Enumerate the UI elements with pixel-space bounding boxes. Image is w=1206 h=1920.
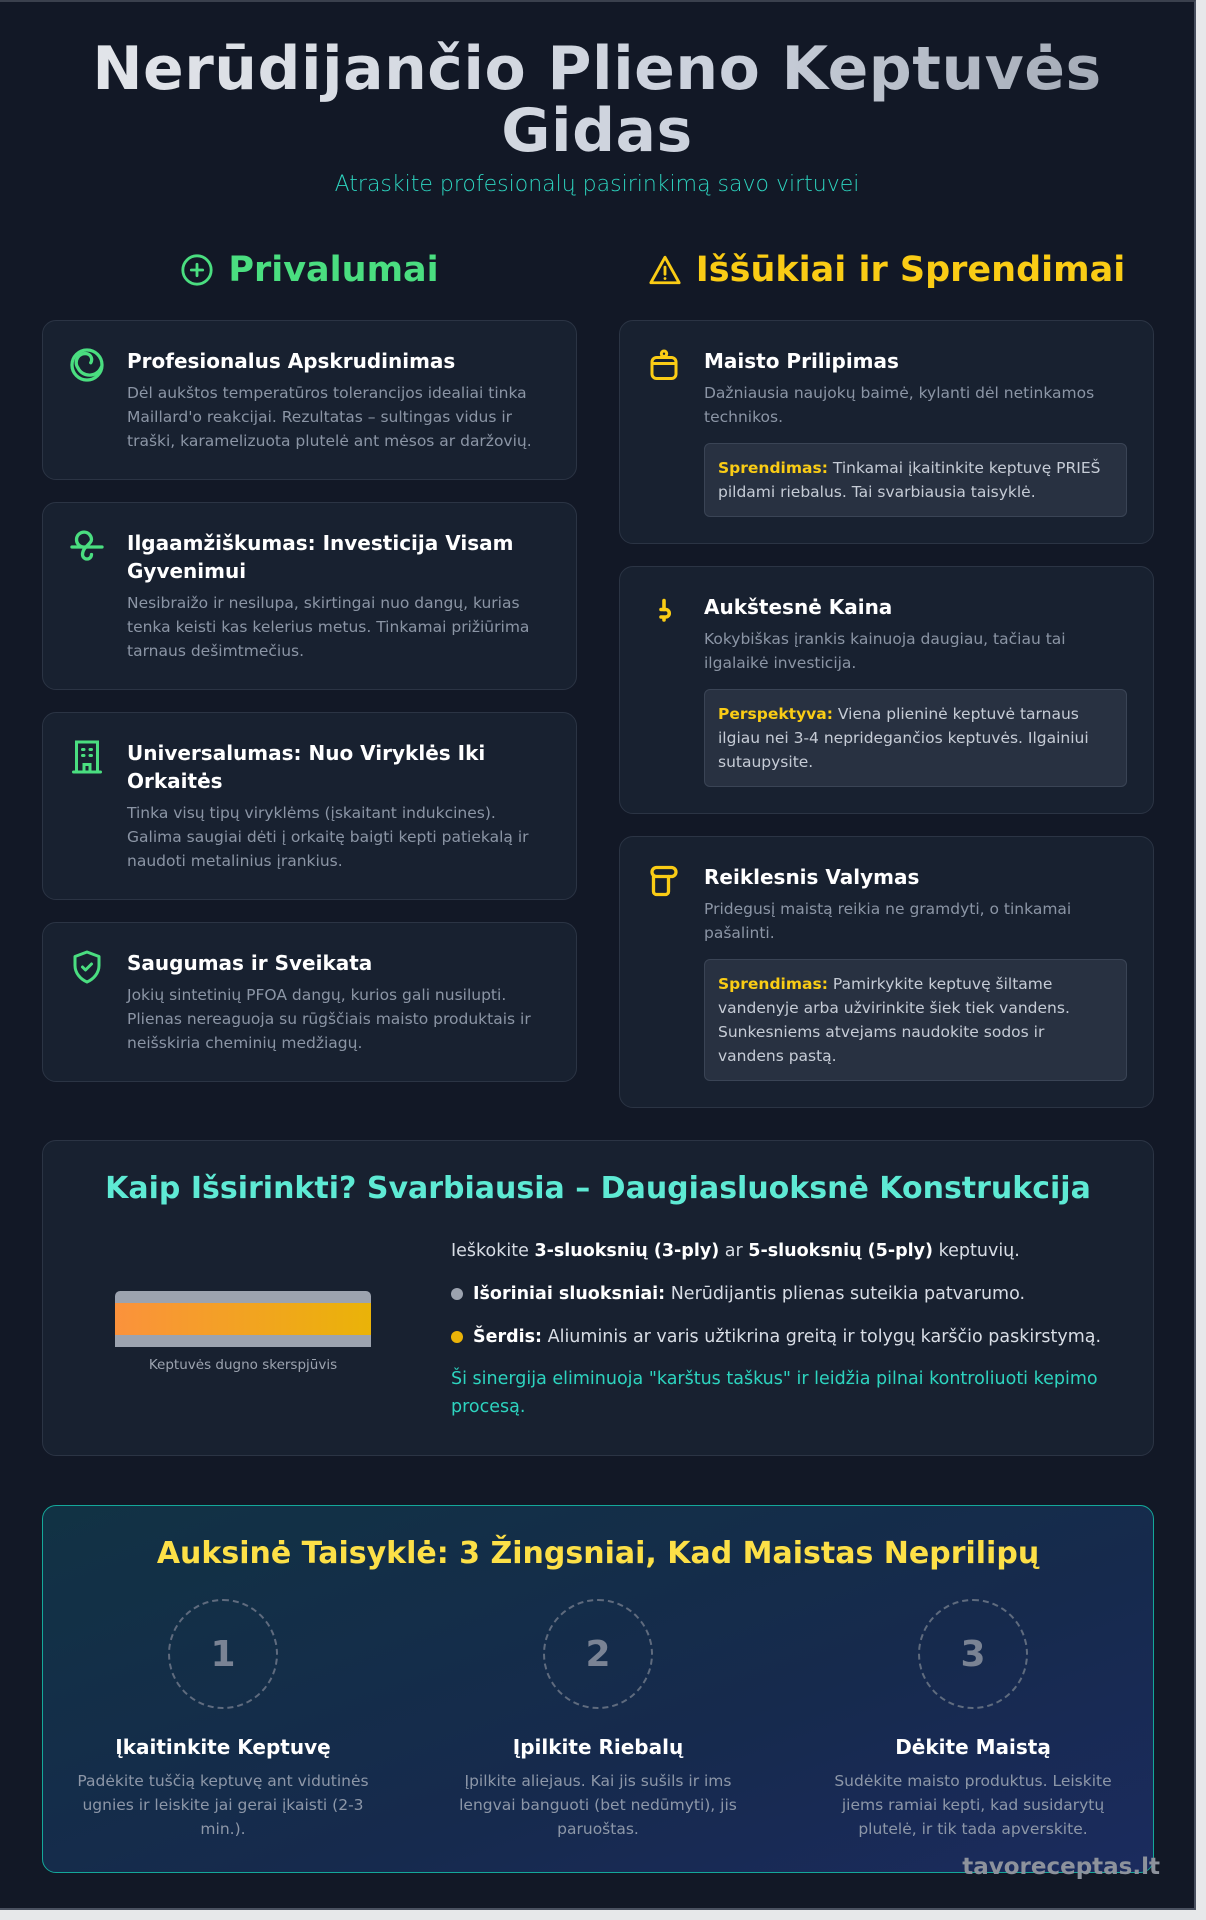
step-item xyxy=(65,1599,381,1841)
card-title: Universalumas: Nuo Viryklės Iki Orkaitės xyxy=(127,741,486,793)
bullet-outer-layers: Išoriniai sluoksniai: Nerūdijantis plienas suteikia patvarumo. xyxy=(451,1280,1131,1308)
step-title: Įkaitinkite Keptuvę xyxy=(115,1735,331,1759)
diagram-caption: Keptuvės dugno skerspjūvis xyxy=(148,1357,338,1373)
step-number: 2 xyxy=(543,1599,653,1709)
step-text: Padėkite tuščią keptuvę ant vidutinės ugnies ir leiskite jai gerai įkaisti (2-3 min.). xyxy=(77,1772,369,1838)
pro-card xyxy=(42,922,577,1082)
howto-text xyxy=(451,1237,1131,1421)
step-item xyxy=(815,1599,1131,1841)
pro-card xyxy=(42,320,577,480)
header xyxy=(0,2,1194,197)
card-title: Maisto Prilipimas xyxy=(704,349,899,373)
intro-line: Ieškokite 3-sluoksnių (3-ply) ar 5-sluoksnių (5-ply) keptuvių. xyxy=(451,1241,1020,1261)
dollar-icon xyxy=(646,593,682,629)
step-title: Dėkite Maistą xyxy=(895,1735,1051,1759)
perspective-box: Perspektyva: Viena plieninė keptuvė tarnaus ilgiau nei 3-4 nepridegančios keptuvės. Ilgainiui sutaupysite. xyxy=(704,689,1127,787)
infinity-icon xyxy=(69,529,105,565)
card-text: Kokybiškas įrankis kainuoja daugiau, tačiau tai ilgalaikė investicija. xyxy=(704,630,1066,672)
section-heading: Kaip Išsirinkti? Svarbiausia – Daugiasluoksnė Konstrukcija xyxy=(105,1171,1091,1206)
pros-heading: Privalumai xyxy=(42,242,577,298)
page-title: Nerūdijančio Plieno Keptuvės Gidas xyxy=(0,38,1194,162)
step-number: 3 xyxy=(918,1599,1028,1709)
card-title: Reiklesnis Valymas xyxy=(704,865,920,889)
step-number: 1 xyxy=(168,1599,278,1709)
solution-box: Sprendimas: Pamirkykite keptuvę šiltame vandenyje arba užvirinkite šiek tiek vandens. Sunkesniems atvejams naudokite sodos ir vandens pastą. xyxy=(704,959,1127,1081)
pros-column xyxy=(42,242,577,1108)
shield-check-icon xyxy=(69,949,105,985)
step-text: Sudėkite maisto produktus. Leiskite jiems ramiai kepti, kad susidarytų plutelė, ir tik tada apverskite. xyxy=(834,1772,1112,1838)
card-title: Aukštesnė Kaina xyxy=(704,595,893,619)
card-text: Jokių sintetinių PFOA dangų, kurios gali nusilupti. Plienas nereaguoja su rūgščiais maisto produktais ir neišskiria cheminių medžiagų. xyxy=(127,986,531,1052)
watermark: tavoreceptas.lt xyxy=(962,1854,1160,1880)
step-item xyxy=(440,1599,756,1841)
building-icon xyxy=(69,739,105,775)
con-card xyxy=(619,566,1154,814)
pan-bottom-cross-section xyxy=(115,1291,371,1347)
card-title: Profesionalus Apskrudinimas xyxy=(127,349,456,373)
gray-dot-icon xyxy=(451,1288,463,1300)
warning-triangle-icon xyxy=(648,253,682,287)
card-title: Ilgaamžiškumas: Investicija Visam Gyvenimui xyxy=(127,531,514,583)
cons-column xyxy=(619,242,1154,1108)
card-title: Saugumas ir Sveikata xyxy=(127,951,373,975)
pro-card xyxy=(42,712,577,900)
plus-circle-icon xyxy=(180,253,214,287)
page-subtitle: Atraskite profesionalų pasirinkimą savo virtuvei xyxy=(334,172,860,197)
swirl-icon xyxy=(69,347,105,383)
pros-cons-columns xyxy=(42,242,1154,1108)
how-to-choose-section xyxy=(42,1140,1154,1456)
core-layer xyxy=(115,1303,371,1335)
card-text: Pridegusį maistą reikia ne gramdyti, o tinkamai pašalinti. xyxy=(704,900,1072,942)
step-text: Įpilkite aliejaus. Kai jis sušils ir ims lengvai banguoti (bet nedūmyti), jis paruoštas. xyxy=(459,1772,737,1838)
pot-icon xyxy=(646,347,682,383)
cons-heading: Iššūkiai ir Sprendimai xyxy=(619,242,1154,298)
pro-card xyxy=(42,502,577,690)
con-card xyxy=(619,836,1154,1108)
bullet-core: Šerdis: Aliuminis ar varis užtikrina greitą ir tolygų karščio paskirstymą. xyxy=(451,1323,1131,1351)
card-text: Dažniausia naujokų baimė, kylanti dėl netinkamos technikos. xyxy=(704,384,1095,426)
yellow-dot-icon xyxy=(451,1331,463,1343)
step-title: Įpilkite Riebalų xyxy=(512,1735,684,1759)
steps-list xyxy=(43,1599,1153,1841)
layer-diagram xyxy=(115,1291,371,1373)
container-icon xyxy=(646,863,682,899)
section-heading: Auksinė Taisyklė: 3 Žingsniai, Kad Maistas Neprilipų xyxy=(156,1536,1040,1571)
golden-rule-section xyxy=(42,1505,1154,1873)
solution-box: Sprendimas: Tinkamai įkaitinkite keptuvę PRIEŠ pildami riebalus. Tai svarbiausia taisyklė. xyxy=(704,443,1127,517)
synergy-text: Ši sinergija eliminuoja "karštus taškus" ir leidžia pilnai kontroliuoti kepimo procesą. xyxy=(451,1369,1098,1417)
card-text: Dėl aukštos temperatūros tolerancijos idealiai tinka Maillard'o reakcijai. Rezultatas – sultingas vidus ir traški, karamelizuota plutelė ant mėsos ar daržovių. xyxy=(127,384,532,450)
card-text: Nesibraižo ir nesilupa, skirtingai nuo dangų, kurias tenka keisti kas kelerius metus. Tinkamai prižiūrima tarnaus dešimtmečius. xyxy=(127,594,530,660)
card-text: Tinka visų tipų viryklėms (įskaitant indukcines). Galima saugiai dėti į orkaitę baigti kepti patiekalą ir naudoti metalinius įrankius. xyxy=(127,804,529,870)
con-card xyxy=(619,320,1154,544)
